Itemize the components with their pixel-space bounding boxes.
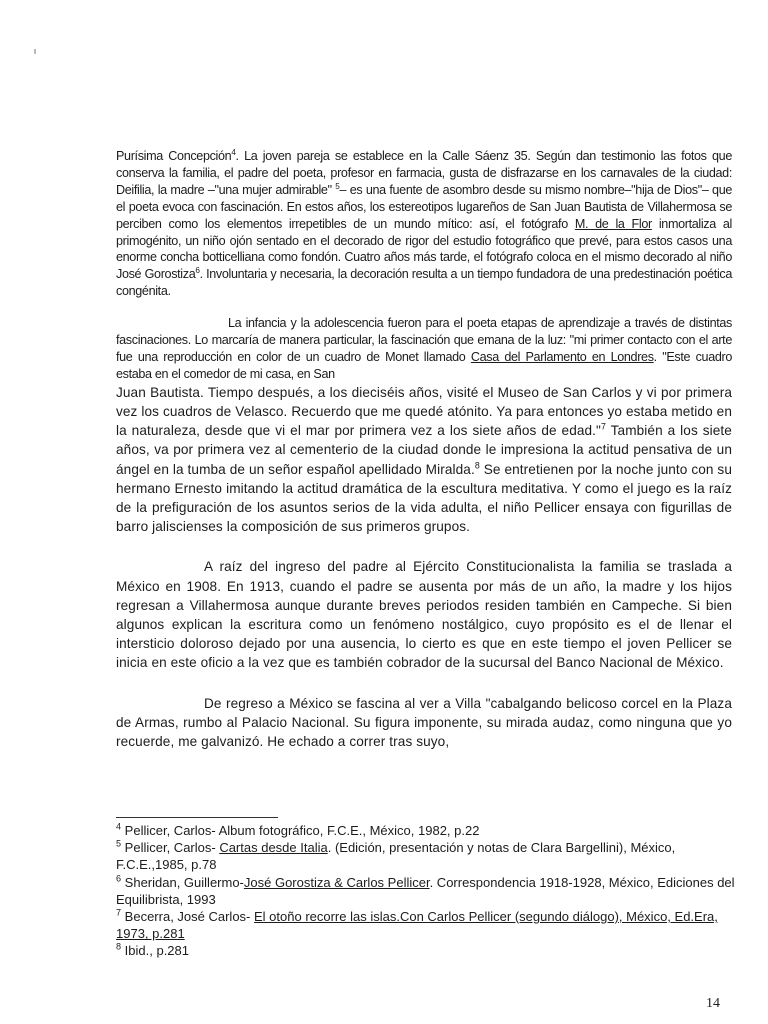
footnote-ref: 5 bbox=[335, 181, 340, 191]
footnote-text: . (Edición, presentación y notas de Clara Bargellini), México, F.C.E.,1985, p.78 bbox=[116, 840, 676, 873]
text-run: Se entretienen por la noche junto con su hermano Ernesto imitando la actitud dramática de la escultura meditativa. Y como el juego es la raíz de la prefiguración de los asuntos serios de la vida adulta, el niño Pellicer ensaya con figurillas de barro jaliscienses la composición de sus primeros grupos. bbox=[116, 461, 732, 535]
paragraph-5: De regreso a México se fascina al ver a Villa "cabalgando belicoso corcel en la Plaza de Armas, rumbo al Palacio Nacional. Su figura imponente, su mirada audaz, como ninguna que yo recuerde, me galvanizó. He echado a correr tras suyo, bbox=[116, 695, 732, 750]
footnote-separator bbox=[116, 817, 278, 818]
paragraph-4: A raíz del ingreso del padre al Ejército Constitucionalista la familia se traslada a México en 1908. En 1913, cuando el padre se ausenta por más de un año, la madre y los hijos regresan a Villahermosa aunque durante breves periodos residen también en Campeche. Si bien algunos explican la escritura como un fenómeno nostálgico, cuyo propósito es el de llenar el intersticio doloroso dejado por una ausencia, lo cierto es que en este tiempo el joven Pellicer se inicia en este oficio a la vez que es también cobrador de la sucursal del Banco Nacional de México. bbox=[116, 559, 732, 671]
paragraph-3 bbox=[116, 383, 732, 537]
text-run: . La joven pareja se establece en la Calle Sáenz 35. Según dan testimonio las fotos que conserva la familia, el padre del poeta, profesor en farmacia, gusta de disfrazarse en los carnavales de la ciudad: Deifilia, la madre –"una mujer admirable" bbox=[116, 149, 732, 197]
text-run: También a los siete años, va por primera vez al cementerio de la ciudad donde le impresiona la actitud pensativa de un ángel en la tumba de un señor español apellidado Miralda. bbox=[116, 423, 732, 477]
footnote-title: José Gorostiza & Carlos Pellicer bbox=[243, 874, 430, 890]
footnote-text: . Correspondencia 1918-1928, México, Ediciones del Equilibrista, 1993 bbox=[116, 874, 735, 907]
underlined-name: M. de la Flor bbox=[574, 216, 652, 231]
text-run: . "Este cuadro estaba en el comedor de mi casa, en San bbox=[116, 349, 732, 381]
footnote-number: 6 bbox=[116, 873, 122, 884]
footnotes bbox=[116, 822, 736, 960]
paragraph-2 bbox=[116, 315, 732, 383]
footnote-7 bbox=[116, 908, 736, 942]
footnote-5 bbox=[116, 839, 736, 873]
footnote-8 bbox=[116, 942, 736, 959]
footnote-number: 4 bbox=[116, 821, 122, 832]
footnote-6 bbox=[116, 874, 736, 908]
footnote-title: El otoño recorre las islas.Con Carlos Pellicer (segundo diálogo), México, Ed.Era, 1973, p.281 bbox=[116, 909, 718, 942]
footnote-ref: 4 bbox=[231, 147, 236, 157]
footnote-text: Pellicer, Carlos- bbox=[121, 840, 220, 856]
body-text bbox=[116, 148, 732, 751]
footnote-text: Becerra, José Carlos- bbox=[121, 909, 254, 925]
text-run: Purísima Concepción bbox=[116, 149, 232, 163]
footnote-text: Sheridan, Guillermo- bbox=[121, 874, 244, 890]
footnote-number: 8 bbox=[116, 942, 122, 953]
text-run: . Involuntaria y necesaria, la decoración resulta a un tiempo fundadora de una predestinación poética congénita. bbox=[116, 267, 732, 299]
paragraph-1 bbox=[116, 148, 732, 300]
footnote-title: Cartas desde Italia bbox=[219, 840, 328, 856]
text-run: Juan Bautista. Tiempo después, a los dieciséis años, visité el Museo de San Carlos y vi por primera vez los cuadros de Velasco. Recuerdo que me quedé atónito. Ya para entonces yo estaba metido en la naturaleza, desde que vi el mar por primera vez a los siete años de edad." bbox=[116, 384, 732, 439]
footnote-ref: 7 bbox=[600, 421, 606, 432]
text-run: – es una fuente de asombro desde su mismo nombre–"hija de Dios"– que el poeta evoca con fascinación. En estos años, los estereotipos lugareños de San Juan Bautista de Villahermosa se perciben como los elementos irrepetibles de un mundo mítico: así, el fotógrafo bbox=[116, 182, 733, 231]
underlined-title: Casa del Parlamento en Londres bbox=[470, 349, 654, 364]
text-run: La infancia y la adolescencia fueron para el poeta etapas de aprendizaje a través de distintas fascinaciones. Lo marcaría de manera particular, la fascinación que emana de la luz: "mi primer contacto con el arte fue una reproducción en color de un cuadro de Monet llamado bbox=[116, 316, 732, 364]
footnote-number: 5 bbox=[116, 838, 122, 849]
footnote-text: Pellicer, Carlos- Album fotográfico, F.C.E., México, 1982, p.22 bbox=[121, 823, 480, 838]
corner-mark: ι bbox=[34, 46, 36, 56]
footnote-ref: 6 bbox=[195, 266, 200, 276]
footnote-text: Ibid., p.281 bbox=[121, 943, 190, 959]
page-number: 14 bbox=[706, 996, 720, 1011]
footnote-ref: 8 bbox=[474, 460, 480, 471]
footnote-4 bbox=[116, 822, 736, 839]
footnote-number: 7 bbox=[116, 907, 122, 918]
text-run: inmortaliza al primogénito, un niño ojón sentado en el decorado de rigor del estudio fotográfico que prevé, para estos casos una enorme concha botticelliana como fondón. Cuatro años más tarde, el fotógrafo coloca en el mismo decorado al niño José Gorostiza bbox=[116, 216, 732, 282]
